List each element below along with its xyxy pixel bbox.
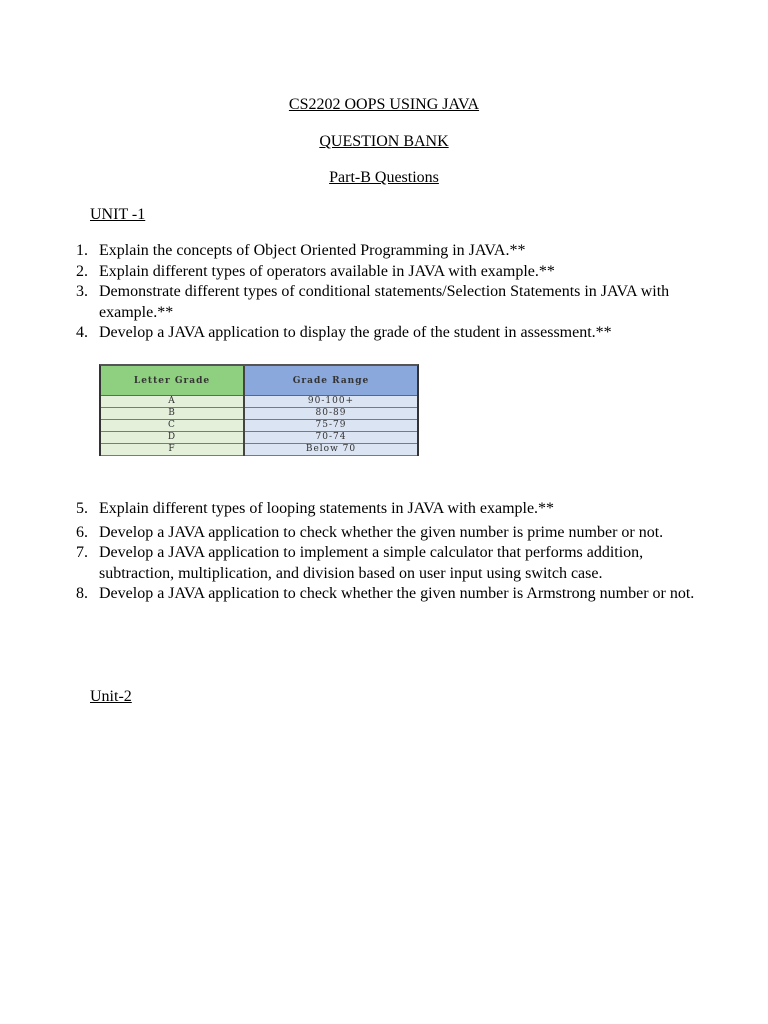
grade-table-header-row bbox=[101, 366, 417, 396]
grade-table-image bbox=[99, 364, 419, 456]
question-item bbox=[0, 523, 713, 544]
question-item bbox=[0, 241, 713, 262]
grade-table-header-letter: Letter Grade bbox=[101, 366, 244, 396]
question-item bbox=[0, 584, 713, 605]
question-item bbox=[0, 499, 713, 520]
question-text: Explain the concepts of Object Oriented Programming in JAVA.** bbox=[99, 242, 526, 259]
grade-letter-cell: F bbox=[101, 444, 244, 456]
table-row bbox=[101, 432, 417, 444]
question-number: 1. bbox=[76, 242, 88, 259]
part-title bbox=[0, 168, 768, 188]
grade-table-header-range: Grade Range bbox=[244, 366, 417, 396]
unit1-questions-b bbox=[0, 499, 768, 605]
question-number: 7. bbox=[76, 544, 88, 561]
grade-table bbox=[101, 366, 417, 456]
grade-range-cell: 80-89 bbox=[244, 408, 417, 420]
grade-range-cell: Below 70 bbox=[244, 444, 417, 456]
grade-letter-cell: B bbox=[101, 408, 244, 420]
question-item bbox=[0, 543, 713, 584]
part-title-text: Part-B Questions bbox=[329, 169, 439, 186]
course-title bbox=[0, 95, 768, 115]
question-text: Develop a JAVA application to check whether the given number is Armstrong number or not. bbox=[99, 585, 695, 602]
course-title-text: CS2202 OOPS USING JAVA bbox=[288, 96, 480, 113]
doc-title bbox=[0, 132, 768, 152]
question-text: Explain different types of looping statements in JAVA with example.** bbox=[99, 500, 555, 517]
table-row bbox=[101, 408, 417, 420]
table-row bbox=[101, 420, 417, 432]
question-text: Develop a JAVA application to implement a simple calculator that performs addition, subtraction, multiplication, and division based on user input using switch case. bbox=[99, 544, 644, 582]
question-number: 6. bbox=[76, 523, 88, 541]
question-item bbox=[0, 262, 713, 283]
question-number: 5. bbox=[76, 500, 88, 517]
question-number: 2. bbox=[76, 262, 88, 280]
question-number: 4. bbox=[76, 324, 88, 341]
unit1-heading: UNIT -1 bbox=[90, 206, 146, 223]
question-item bbox=[0, 282, 713, 323]
grade-letter-cell: A bbox=[101, 396, 244, 408]
table-row bbox=[101, 444, 417, 456]
question-text: Develop a JAVA application to check whether the given number is prime number or not. bbox=[99, 523, 664, 541]
grade-letter-cell: C bbox=[101, 420, 244, 432]
question-text: Explain different types of operators available in JAVA with example.** bbox=[99, 262, 555, 280]
unit2-heading: Unit-2 bbox=[90, 688, 132, 705]
question-number: 3. bbox=[76, 283, 88, 300]
grade-range-cell: 90-100+ bbox=[244, 396, 417, 408]
grade-letter-cell: D bbox=[101, 432, 244, 444]
question-item bbox=[0, 323, 713, 344]
question-number: 8. bbox=[76, 585, 88, 602]
unit1-questions-a bbox=[0, 241, 768, 344]
grade-range-cell: 70-74 bbox=[244, 432, 417, 444]
grade-range-cell: 75-79 bbox=[244, 420, 417, 432]
question-text: Demonstrate different types of conditional statements/Selection Statements in JAVA with example.** bbox=[99, 283, 670, 321]
table-row bbox=[101, 396, 417, 408]
question-text: Develop a JAVA application to display the grade of the student in assessment.** bbox=[99, 324, 612, 341]
doc-title-text: QUESTION BANK bbox=[319, 133, 449, 150]
